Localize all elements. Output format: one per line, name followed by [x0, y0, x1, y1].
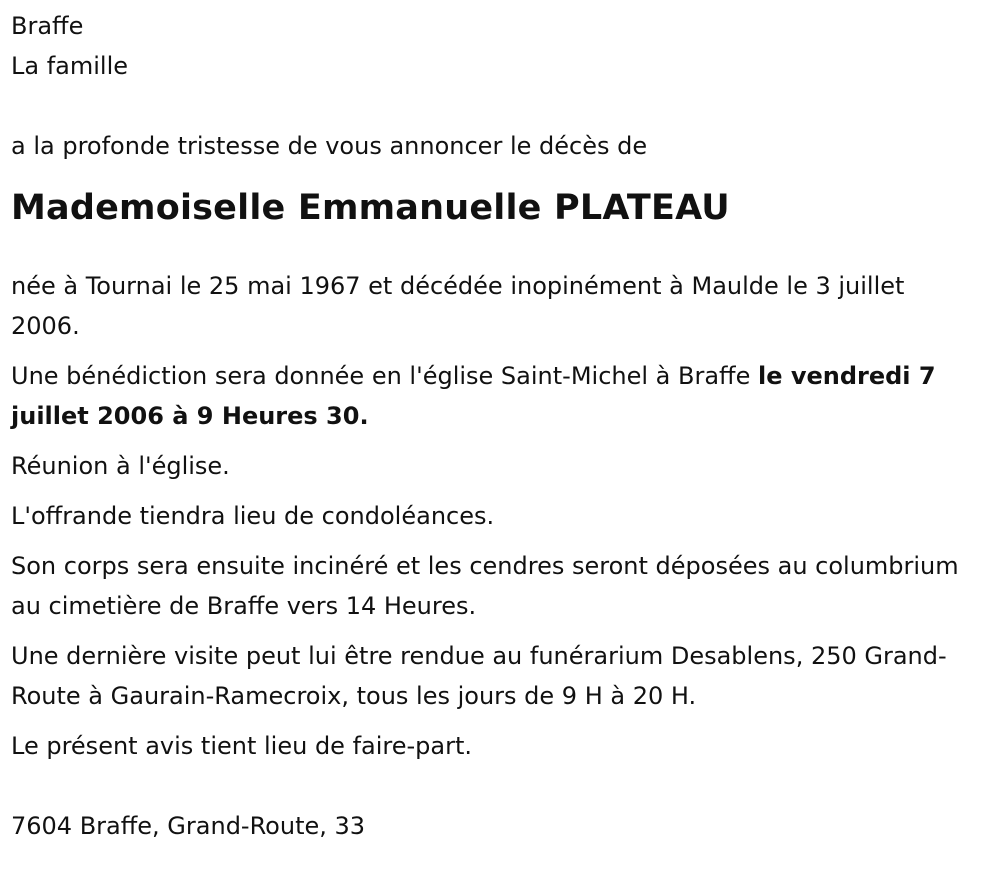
notice-paragraph: Le présent avis tient lieu de faire-part. [11, 732, 473, 760]
announcement-text: a la profonde tristesse de vous annoncer le décès de [11, 132, 648, 160]
offering-paragraph: L'offrande tiendra lieu de condoléances. [11, 502, 495, 530]
family-line: La famille [11, 52, 129, 80]
spacer [11, 86, 1000, 126]
cremation-paragraph: Son corps sera ensuite incinéré et les cendres seront déposées au columbrium au cimetière de Braffe vers 14 Heures. [11, 552, 959, 620]
visit-paragraph: Une dernière visite peut lui être rendue au funérarium Desablens, 250 Grand-Route à Gaurain-Ramecroix, tous les jours de 9 H à 20 H. [11, 642, 947, 710]
blessing-text: Une bénédiction sera donnée en l'église Saint-Michel à Braffe [11, 362, 758, 390]
place-name: Braffe [11, 12, 84, 40]
blessing-paragraph [11, 356, 971, 436]
deceased-name: Mademoiselle Emmanuelle PLATEAU [11, 188, 730, 228]
birth-death-paragraph: née à Tournai le 25 mai 1967 et décédée inopinément à Maulde le 3 juillet 2006. [11, 272, 905, 340]
blessing-date: le vendredi 7 juillet 2006 à 9 Heures 30. [11, 362, 936, 430]
address-line: 7604 Braffe, Grand-Route, 33 [11, 812, 366, 840]
meeting-paragraph: Réunion à l'église. [11, 452, 230, 480]
